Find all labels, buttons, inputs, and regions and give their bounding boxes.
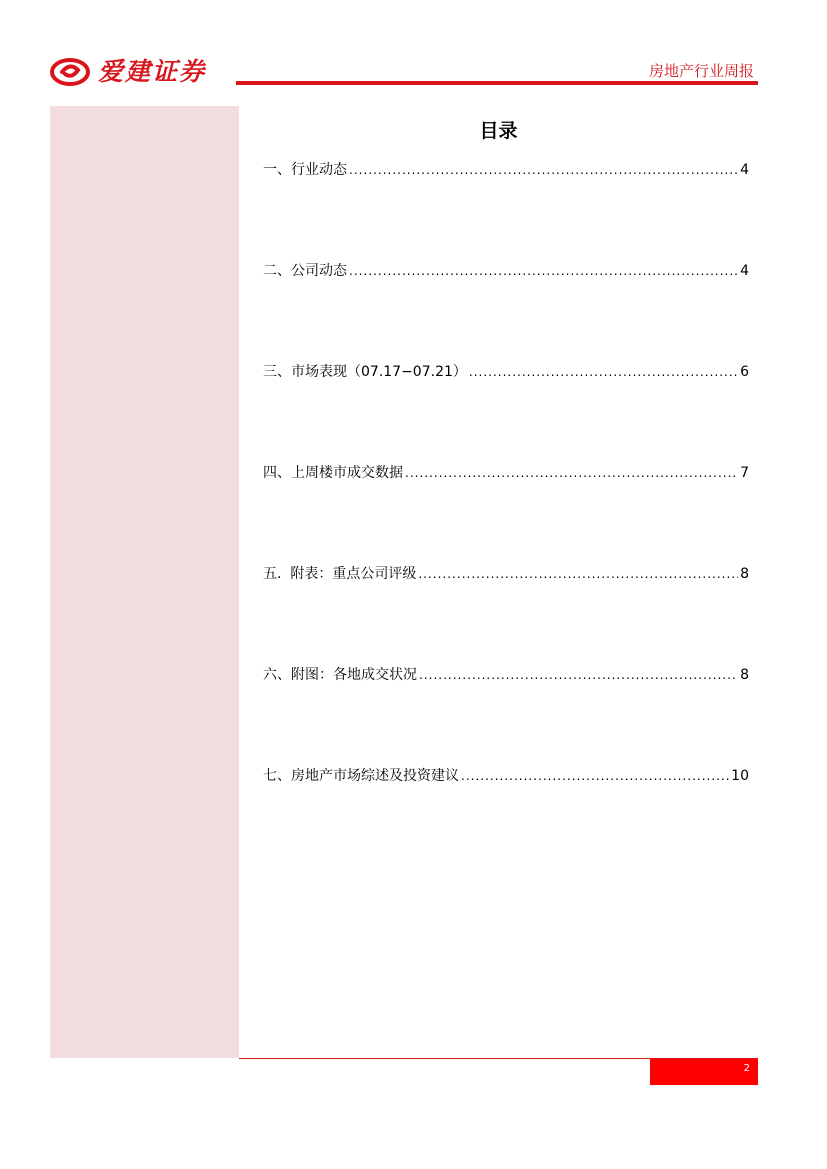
toc-entry-page: 4 [740, 162, 749, 178]
company-logo [50, 56, 206, 88]
toc-leader-dots [461, 766, 729, 786]
toc-entry-label: 五. 附表：重点公司评级 [263, 566, 417, 582]
toc-entry-4[interactable] [263, 463, 749, 564]
toc-leader-dots [419, 665, 738, 685]
page-number: 2 [650, 1059, 758, 1085]
toc-entry-label: 七、房地产市场综述及投资建议 [263, 768, 459, 784]
toc-entry-2[interactable] [263, 261, 749, 362]
report-type: 房地产行业周报 [648, 62, 754, 80]
toc-entry-6[interactable] [263, 665, 749, 766]
toc-entry-page: 7 [740, 465, 749, 481]
toc-entry-label: 四、上周楼市成交数据 [263, 465, 403, 481]
toc-entry-label: 六、附图：各地成交状况 [263, 667, 417, 683]
logo-text: 爱建证券 [98, 57, 207, 86]
toc-entry-label: 一、行业动态 [263, 162, 347, 178]
sidebar-panel [50, 106, 239, 1058]
toc-entry-label: 三、市场表现（07.17−07.21） [263, 364, 467, 380]
table-of-contents [263, 160, 749, 867]
toc-entry-7[interactable] [263, 766, 749, 867]
toc-leader-dots [469, 362, 738, 382]
toc-entry-page: 6 [740, 364, 749, 380]
toc-entry-page: 8 [740, 667, 749, 683]
toc-leader-dots [349, 160, 738, 180]
toc-entry-5[interactable] [263, 564, 749, 665]
logo-mark-icon [50, 57, 90, 87]
toc-entry-page: 10 [731, 768, 749, 784]
toc-entry-3[interactable] [263, 362, 749, 463]
toc-leader-dots [418, 564, 738, 584]
toc-entry-page: 4 [740, 263, 749, 279]
toc-entry-page: 8 [740, 566, 749, 582]
page-header [50, 52, 758, 88]
header-rule [236, 81, 758, 85]
toc-leader-dots [349, 261, 738, 281]
toc-entry-1[interactable] [263, 160, 749, 261]
toc-leader-dots [405, 463, 738, 483]
toc-entry-label: 二、公司动态 [263, 263, 347, 279]
toc-title: 目录 [479, 120, 518, 142]
